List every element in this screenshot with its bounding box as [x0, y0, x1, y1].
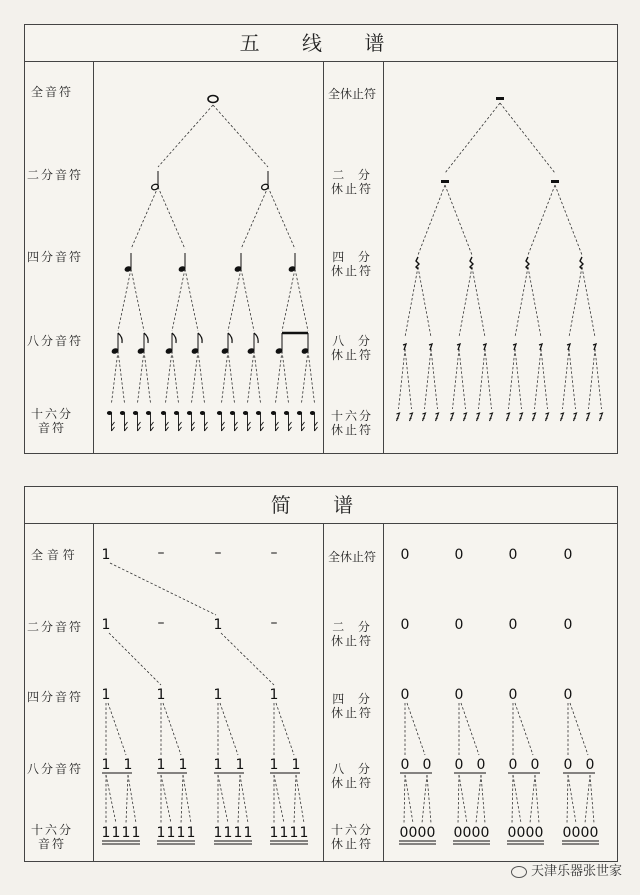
jianpu-sixteenth-rest: 0	[571, 825, 581, 841]
tree-connector	[238, 775, 240, 823]
jianpu-sixteenth-rest: 0	[525, 825, 535, 841]
tree-connector	[172, 269, 185, 331]
jianpu-label-whole-note: 全 音 符	[31, 548, 75, 562]
sixteenth-rest	[507, 413, 510, 421]
jianpu-duration-dash: –	[270, 615, 278, 631]
jianpu-sixteenth-rest: 0	[417, 825, 427, 841]
jianpu-quarter-rest: 0	[563, 687, 573, 703]
tree-connector	[118, 269, 131, 331]
tree-connector	[515, 349, 522, 409]
tree-connector	[582, 267, 595, 337]
jianpu-whole-rest: 0	[508, 547, 518, 563]
tree-connector	[181, 775, 183, 823]
tree-connector	[472, 267, 485, 337]
jianpu-quarter-note: 1	[156, 687, 166, 703]
jianpu-sixteenth-note: 1	[269, 825, 279, 841]
jianpu-eighth-rest: 0	[476, 757, 486, 773]
note-flag	[261, 422, 264, 431]
jianpu-sixteenth-rest: 0	[507, 825, 517, 841]
jianpu-eighth-note: 1	[235, 757, 245, 773]
tree-connector	[198, 351, 205, 403]
tree-connector	[585, 775, 590, 823]
tree-connector	[445, 103, 500, 173]
tree-connector	[138, 351, 145, 403]
eighth-rest	[429, 344, 432, 350]
jianpu-whole-rest: 0	[563, 547, 573, 563]
jianpu-label-eighth-note: 八分音符	[27, 762, 84, 776]
tree-connector	[405, 349, 412, 409]
tree-connector	[228, 351, 235, 403]
jianpu-eighth-note: 1	[123, 757, 133, 773]
tree-connector	[106, 775, 116, 823]
jianpu-half-rest: 0	[454, 617, 464, 633]
jianpu-label-sixteenth-note: 十六分 音符	[31, 823, 74, 851]
tree-connector	[405, 775, 413, 823]
jianpu-sixteenth-note: 1	[111, 825, 121, 841]
tree-connector	[282, 269, 295, 331]
note-flag	[315, 422, 318, 431]
jianpu-whole-rest: 0	[454, 547, 464, 563]
eighth-rest	[483, 344, 486, 350]
tree-connector	[163, 703, 181, 755]
jianpu-eighth-rest: 0	[530, 757, 540, 773]
tree-connector	[567, 775, 568, 823]
tree-connector	[445, 185, 472, 255]
wechat-icon	[511, 866, 527, 878]
jianpu-label-half-note: 二分音符	[27, 620, 84, 634]
tree-connector	[112, 351, 119, 403]
eighth-rest	[539, 344, 542, 350]
half-rest	[551, 180, 559, 183]
note-flag	[276, 422, 279, 431]
tree-connector	[302, 351, 309, 403]
jianpu-eighth-note: 1	[101, 757, 111, 773]
tree-connector	[515, 703, 533, 755]
tree-connector	[535, 775, 539, 823]
note-flag	[254, 333, 258, 343]
whole-rest	[496, 97, 504, 100]
watermark	[511, 860, 622, 879]
jianpu-tree	[25, 487, 617, 861]
eighth-rest	[593, 344, 596, 350]
tree-connector	[166, 351, 173, 403]
tree-connector	[213, 105, 268, 167]
tree-connector	[218, 775, 228, 823]
tree-connector	[453, 349, 460, 409]
jianpu-sixteenth-note: 1	[299, 825, 309, 841]
jianpu-sixteenth-rest: 0	[408, 825, 418, 841]
jianpu-label-quarter-rest: 四 分 休止符	[331, 692, 374, 720]
jianpu-sixteenth-rest: 0	[480, 825, 490, 841]
tree-connector	[569, 267, 582, 337]
staff-label-eighth-rest: 八 分 休止符	[331, 334, 374, 362]
staff-label-eighth-note: 八分音符	[27, 334, 84, 348]
tree-connector	[479, 349, 486, 409]
tree-connector	[528, 267, 541, 337]
tree-connector	[241, 187, 268, 249]
sixteenth-rest	[520, 413, 523, 421]
jianpu-eighth-rest: 0	[454, 757, 464, 773]
jianpu-sixteenth-rest: 0	[462, 825, 472, 841]
tree-connector	[240, 775, 248, 823]
tree-connector	[418, 267, 431, 337]
staff-label-half-rest: 二 分 休止符	[331, 168, 374, 196]
jianpu-sixteenth-rest: 0	[516, 825, 526, 841]
jianpu-duration-dash: –	[157, 545, 165, 561]
jianpu-label-half-rest: 二 分 休止符	[331, 620, 374, 648]
note-flag	[172, 333, 176, 343]
tree-connector	[590, 775, 594, 823]
staff-note-tree	[25, 25, 617, 453]
staff-label-sixteenth-note: 十六分 音符	[31, 407, 74, 435]
jianpu-eighth-note: 1	[178, 757, 188, 773]
tree-connector	[254, 351, 261, 403]
tree-connector	[513, 775, 521, 823]
quarter-rest	[580, 257, 583, 269]
tree-connector	[563, 349, 570, 409]
tree-connector	[568, 775, 576, 823]
tree-connector	[595, 349, 602, 409]
jianpu-whole-rest: 0	[400, 547, 410, 563]
jianpu-half-note: 1	[101, 617, 111, 633]
eighth-rest	[403, 344, 406, 350]
note-flag	[289, 422, 292, 431]
jianpu-quarter-note: 1	[101, 687, 111, 703]
tree-connector	[528, 185, 555, 255]
tree-connector	[248, 351, 255, 403]
sixteenth-rest	[410, 413, 413, 421]
jianpu-label-whole-rest: 全休止符	[328, 550, 377, 564]
sixteenth-rest	[451, 413, 454, 421]
half-rest	[441, 180, 449, 183]
jianpu-eighth-note: 1	[291, 757, 301, 773]
jianpu-sixteenth-note: 1	[213, 825, 223, 841]
tree-connector	[405, 267, 418, 337]
note-flag	[302, 422, 305, 431]
tree-connector	[425, 349, 432, 409]
tree-connector	[192, 351, 199, 403]
sixteenth-rest	[561, 413, 564, 421]
jianpu-eighth-note: 1	[156, 757, 166, 773]
tree-connector	[555, 185, 582, 255]
tree-connector	[459, 267, 472, 337]
tree-connector	[485, 349, 492, 409]
jianpu-sixteenth-rest: 0	[399, 825, 409, 841]
watermark-text: 天津乐器张世家	[530, 864, 622, 879]
tree-connector	[276, 703, 294, 755]
jianpu-sixteenth-rest: 0	[534, 825, 544, 841]
jianpu-sixteenth-note: 1	[101, 825, 111, 841]
jianpu-sixteenth-rest: 0	[580, 825, 590, 841]
sixteenth-rest	[464, 413, 467, 421]
tree-connector	[481, 775, 485, 823]
tree-connector	[276, 351, 283, 403]
jianpu-sixteenth-note: 1	[131, 825, 141, 841]
quarter-rest	[416, 257, 419, 269]
jianpu-whole-note: 1	[101, 547, 111, 563]
tree-connector	[399, 349, 406, 409]
jianpu-sixteenth-note: 1	[233, 825, 243, 841]
tree-connector	[569, 349, 576, 409]
staff-title: 五 线 谱	[25, 25, 617, 62]
tree-connector	[530, 775, 535, 823]
jianpu-sixteenth-note: 1	[121, 825, 131, 841]
sixteenth-rest	[574, 413, 577, 421]
jianpu-quarter-note: 1	[269, 687, 279, 703]
jianpu-quarter-note: 1	[213, 687, 223, 703]
eighth-rest	[457, 344, 460, 350]
note-flag	[144, 333, 148, 343]
jianpu-half-note: 1	[213, 617, 223, 633]
staff-panel	[24, 24, 618, 454]
note-flag	[228, 333, 232, 343]
tree-connector	[161, 775, 171, 823]
jianpu-half-rest: 0	[508, 617, 518, 633]
jianpu-label-eighth-rest: 八 分 休止符	[331, 762, 374, 790]
jianpu-eighth-note: 1	[213, 757, 223, 773]
tree-connector	[404, 775, 405, 823]
tree-connector	[158, 105, 213, 167]
tree-connector	[570, 703, 588, 755]
tree-connector	[108, 703, 126, 755]
jianpu-label-quarter-note: 四分音符	[27, 690, 84, 704]
tree-connector	[109, 633, 161, 685]
jianpu-eighth-note: 1	[269, 757, 279, 773]
jianpu-eighth-rest: 0	[422, 757, 432, 773]
staff-label-quarter-rest: 四 分 休止符	[331, 250, 374, 278]
tree-connector	[535, 349, 542, 409]
staff-label-whole-rest: 全休止符	[328, 87, 377, 101]
jianpu-eighth-rest: 0	[563, 757, 573, 773]
tree-connector	[118, 351, 125, 403]
tree-connector	[459, 349, 466, 409]
sixteenth-rest	[490, 413, 493, 421]
tree-connector	[541, 349, 548, 409]
tree-connector	[158, 187, 185, 249]
tree-connector	[476, 775, 481, 823]
tree-connector	[407, 703, 425, 755]
jianpu-sixteenth-note: 1	[289, 825, 299, 841]
quarter-rest	[526, 257, 529, 269]
tree-connector	[458, 775, 459, 823]
jianpu-quarter-rest: 0	[400, 687, 410, 703]
tree-connector	[131, 269, 144, 331]
sixteenth-rest	[477, 413, 480, 421]
sixteenth-rest	[600, 413, 603, 421]
jianpu-sixteenth-note: 1	[166, 825, 176, 841]
tree-connector	[128, 775, 136, 823]
jianpu-quarter-rest: 0	[454, 687, 464, 703]
staff-label-quarter-note: 四分音符	[27, 250, 84, 264]
sixteenth-rest	[533, 413, 536, 421]
jianpu-duration-dash: –	[214, 545, 222, 561]
jianpu-sixteenth-rest: 0	[426, 825, 436, 841]
tree-connector	[220, 703, 238, 755]
tree-connector	[461, 703, 479, 755]
tree-connector	[110, 563, 216, 615]
tree-connector	[294, 775, 296, 823]
jianpu-sixteenth-note: 1	[186, 825, 196, 841]
tree-connector	[221, 633, 274, 685]
quarter-rest	[470, 257, 473, 269]
tree-connector	[296, 775, 304, 823]
jianpu-duration-dash: –	[157, 615, 165, 631]
staff-label-sixteenth-rest: 十六分 休止符	[331, 409, 374, 437]
jianpu-half-rest: 0	[400, 617, 410, 633]
jianpu-sixteenth-rest: 0	[453, 825, 463, 841]
tree-connector	[431, 349, 438, 409]
jianpu-title: 简 谱	[25, 487, 617, 524]
tree-connector	[418, 185, 445, 255]
jianpu-sixteenth-note: 1	[156, 825, 166, 841]
note-flag	[198, 333, 202, 343]
tree-connector	[422, 775, 427, 823]
jianpu-quarter-rest: 0	[508, 687, 518, 703]
jianpu-half-rest: 0	[563, 617, 573, 633]
tree-connector	[274, 775, 284, 823]
tree-connector	[308, 351, 315, 403]
tree-connector	[131, 187, 158, 249]
tree-connector	[500, 103, 555, 173]
jianpu-sixteenth-note: 1	[223, 825, 233, 841]
tree-connector	[512, 775, 513, 823]
tree-connector	[459, 775, 467, 823]
sixteenth-rest	[397, 413, 400, 421]
staff-label-half-note: 二分音符	[27, 168, 84, 182]
sixteenth-rest	[423, 413, 426, 421]
eighth-rest	[513, 344, 516, 350]
jianpu-sixteenth-note: 1	[176, 825, 186, 841]
tree-connector	[295, 269, 308, 331]
tree-connector	[427, 775, 431, 823]
tree-connector	[589, 349, 596, 409]
jianpu-duration-dash: –	[270, 545, 278, 561]
jianpu-label-sixteenth-rest: 十六分 休止符	[331, 823, 374, 851]
tree-connector	[268, 187, 295, 249]
jianpu-panel	[24, 486, 618, 862]
sixteenth-rest	[587, 413, 590, 421]
tree-connector	[126, 775, 128, 823]
tree-connector	[515, 267, 528, 337]
sixteenth-rest	[436, 413, 439, 421]
tree-connector	[144, 351, 151, 403]
jianpu-sixteenth-note: 1	[243, 825, 253, 841]
jianpu-sixteenth-rest: 0	[589, 825, 599, 841]
tree-connector	[183, 775, 191, 823]
tree-connector	[185, 269, 198, 331]
whole-note	[208, 96, 218, 103]
sixteenth-rest	[546, 413, 549, 421]
jianpu-sixteenth-rest: 0	[562, 825, 572, 841]
jianpu-sixteenth-rest: 0	[471, 825, 481, 841]
eighth-rest	[567, 344, 570, 350]
tree-connector	[282, 351, 289, 403]
tree-connector	[241, 269, 254, 331]
jianpu-eighth-rest: 0	[400, 757, 410, 773]
tree-connector	[222, 351, 229, 403]
staff-label-whole-note: 全音符	[31, 85, 74, 99]
jianpu-eighth-rest: 0	[508, 757, 518, 773]
tree-connector	[172, 351, 179, 403]
tree-connector	[509, 349, 516, 409]
jianpu-sixteenth-note: 1	[279, 825, 289, 841]
jianpu-eighth-rest: 0	[585, 757, 595, 773]
note-flag	[118, 333, 122, 343]
tree-connector	[228, 269, 241, 331]
